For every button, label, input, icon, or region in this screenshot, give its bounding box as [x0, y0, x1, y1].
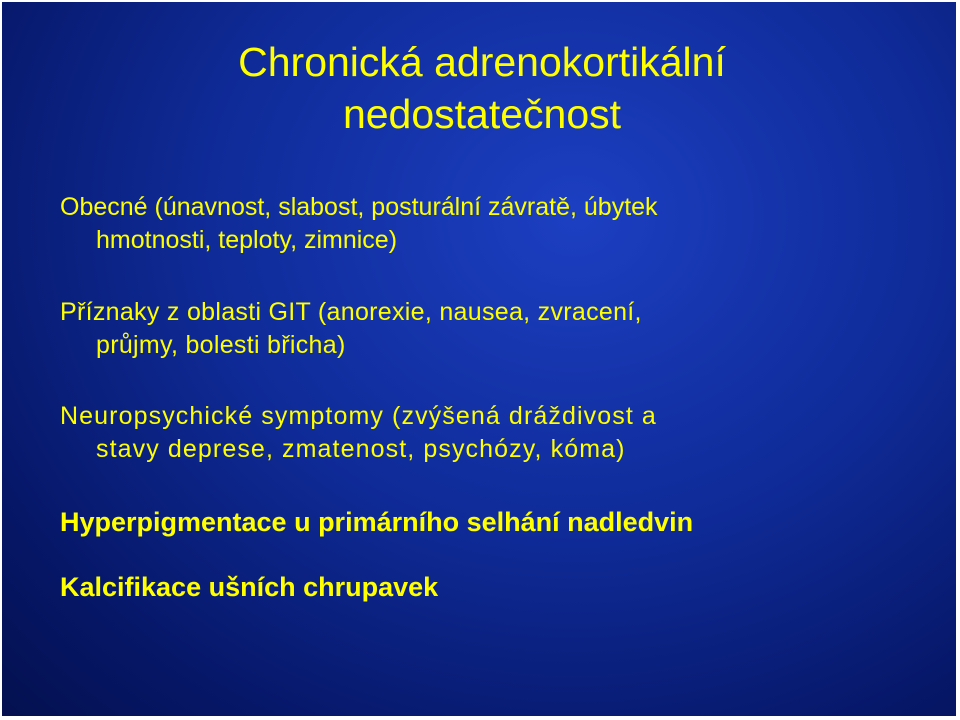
bullet-hyperpigmentation-line-1: Hyperpigmentace u primárního selhání nadledvin	[60, 507, 694, 537]
slide-title	[2, 36, 956, 140]
bullet-general-symptoms	[60, 191, 940, 257]
slide-title-line-2: nedostatečnost	[342, 91, 622, 137]
bullet-git-symptoms-line-1: Příznaky z oblasti GIT (anorexie, nausea, zvracení,	[60, 298, 642, 326]
bullet-hyperpigmentation	[60, 504, 940, 540]
bullet-calcification-line-1: Kalcifikace ušních chrupavek	[60, 572, 439, 602]
bullet-git-symptoms	[60, 296, 940, 362]
bullet-general-symptoms-line-1: Obecné (únavnost, slabost, posturální závratě, úbytek	[60, 193, 658, 221]
bullet-neuropsychic-symptoms-line-1: Neuropsychické symptomy (zvýšená dráždivost a	[60, 402, 657, 430]
slide-background	[2, 2, 956, 716]
bullet-general-symptoms-line-2: hmotnosti, teploty, zimnice)	[96, 226, 398, 254]
bullet-git-symptoms-line-2: průjmy, bolesti břicha)	[96, 331, 346, 359]
slide-title-line-1: Chronická adrenokortikální	[238, 39, 726, 85]
bullet-calcification	[60, 569, 940, 605]
bullet-neuropsychic-symptoms-line-2: stavy deprese, zmatenost, psychózy, kóma)	[96, 435, 626, 463]
bullet-neuropsychic-symptoms	[60, 400, 940, 466]
